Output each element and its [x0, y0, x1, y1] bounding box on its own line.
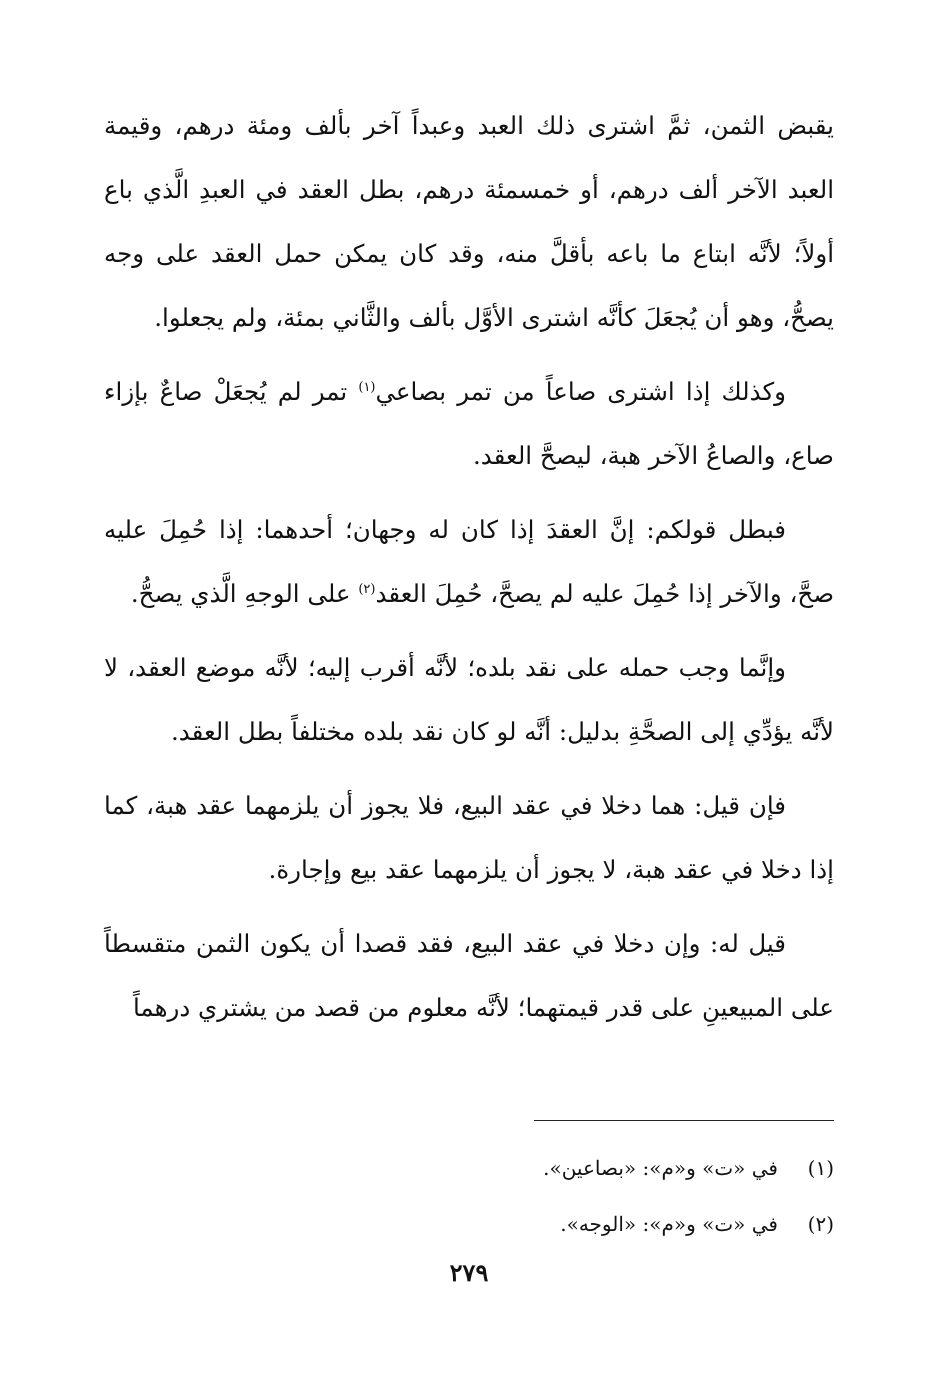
paragraph-2-text-a: وكذلك إذا اشترى صاعاً من تمر بصاعي [375, 377, 786, 406]
paragraph-1 [104, 94, 834, 350]
paragraph-5-text: فإن قيل: هما دخلا في عقد البيع، فلا يجوز أن يلزمهما عقد هبة، كما إذا دخلا في عقد هبة، لا يجوز أن يلزمهما عقد بيع وإجارة. [104, 791, 834, 884]
main-text [104, 94, 834, 1050]
footnote-ref-2[interactable]: (٢) [358, 581, 376, 597]
footnote-divider [534, 1120, 834, 1121]
paragraph-2 [104, 360, 834, 488]
footnote-2 [104, 1196, 834, 1252]
footnote-ref-1[interactable]: (١) [358, 379, 376, 395]
page-number: ٢٧٩ [449, 1258, 489, 1287]
paragraph-3 [104, 498, 834, 626]
paragraph-3-text-a: فبطل قولكم: إنَّ العقدَ إذا كان له وجهان؛ أحدهما: إذا حُمِلَ عليه صحَّ، والآخر إذا حُمِلَ عليه لم يصحَّ، حُمِلَ العقد [104, 515, 834, 608]
paragraph-5 [104, 774, 834, 902]
footnote-2-text: في «ت» و«م»: «الوجه». [560, 1212, 778, 1236]
footnote-1-text: في «ت» و«م»: «بصاعين». [543, 1156, 778, 1180]
paragraph-4-text: وإنَّما وجب حمله على نقد بلده؛ لأنَّه أقرب إليه؛ لأنَّه موضع العقد، لا لأنَّه يؤدِّي إلى الصحَّةِ بدليل: أنَّه لو كان نقد بلده مختلفاً بطل العقد. [104, 653, 834, 746]
paragraph-2-text-b: تمر لم يُجعَلْ صاعٌ بإزاء صاع، والصاعُ الآخر هبة، ليصحَّ العقد. [104, 377, 834, 470]
paragraph-6 [104, 912, 834, 1040]
footnote-1-number: (١) [807, 1156, 834, 1180]
paragraph-1-text: يقبض الثمن، ثمَّ اشترى ذلك العبد وعبداً آخر بألف ومئة درهم، وقيمة العبد الآخر ألف درهم، أو خمسمئة درهم، بطل العقد في العبدِ الَّذي باع أولاً؛ لأنَّه ابتاع ما باعه بأقلَّ منه، وقد كان يمكن حمل العقد على وجه يصحُّ، وهو أن يُجعَلَ كأنَّه اشترى الأوَّل بألف والثَّاني بمئة، ولم يجعلوا. [104, 111, 834, 332]
footnotes [104, 1140, 834, 1252]
paragraph-3-text-b: على الوجهِ الَّذي يصحُّ. [130, 579, 359, 608]
footnote-1 [104, 1140, 834, 1196]
footnote-2-number: (٢) [807, 1212, 834, 1236]
paragraph-4 [104, 636, 834, 764]
paragraph-6-text: قيل له: وإن دخلا في عقد البيع، فقد قصدا أن يكون الثمن متقسطاً على المبيعينِ على قدر قيمتهما؛ لأنَّه معلوم من قصد من يشتري درهماً [104, 929, 834, 1022]
